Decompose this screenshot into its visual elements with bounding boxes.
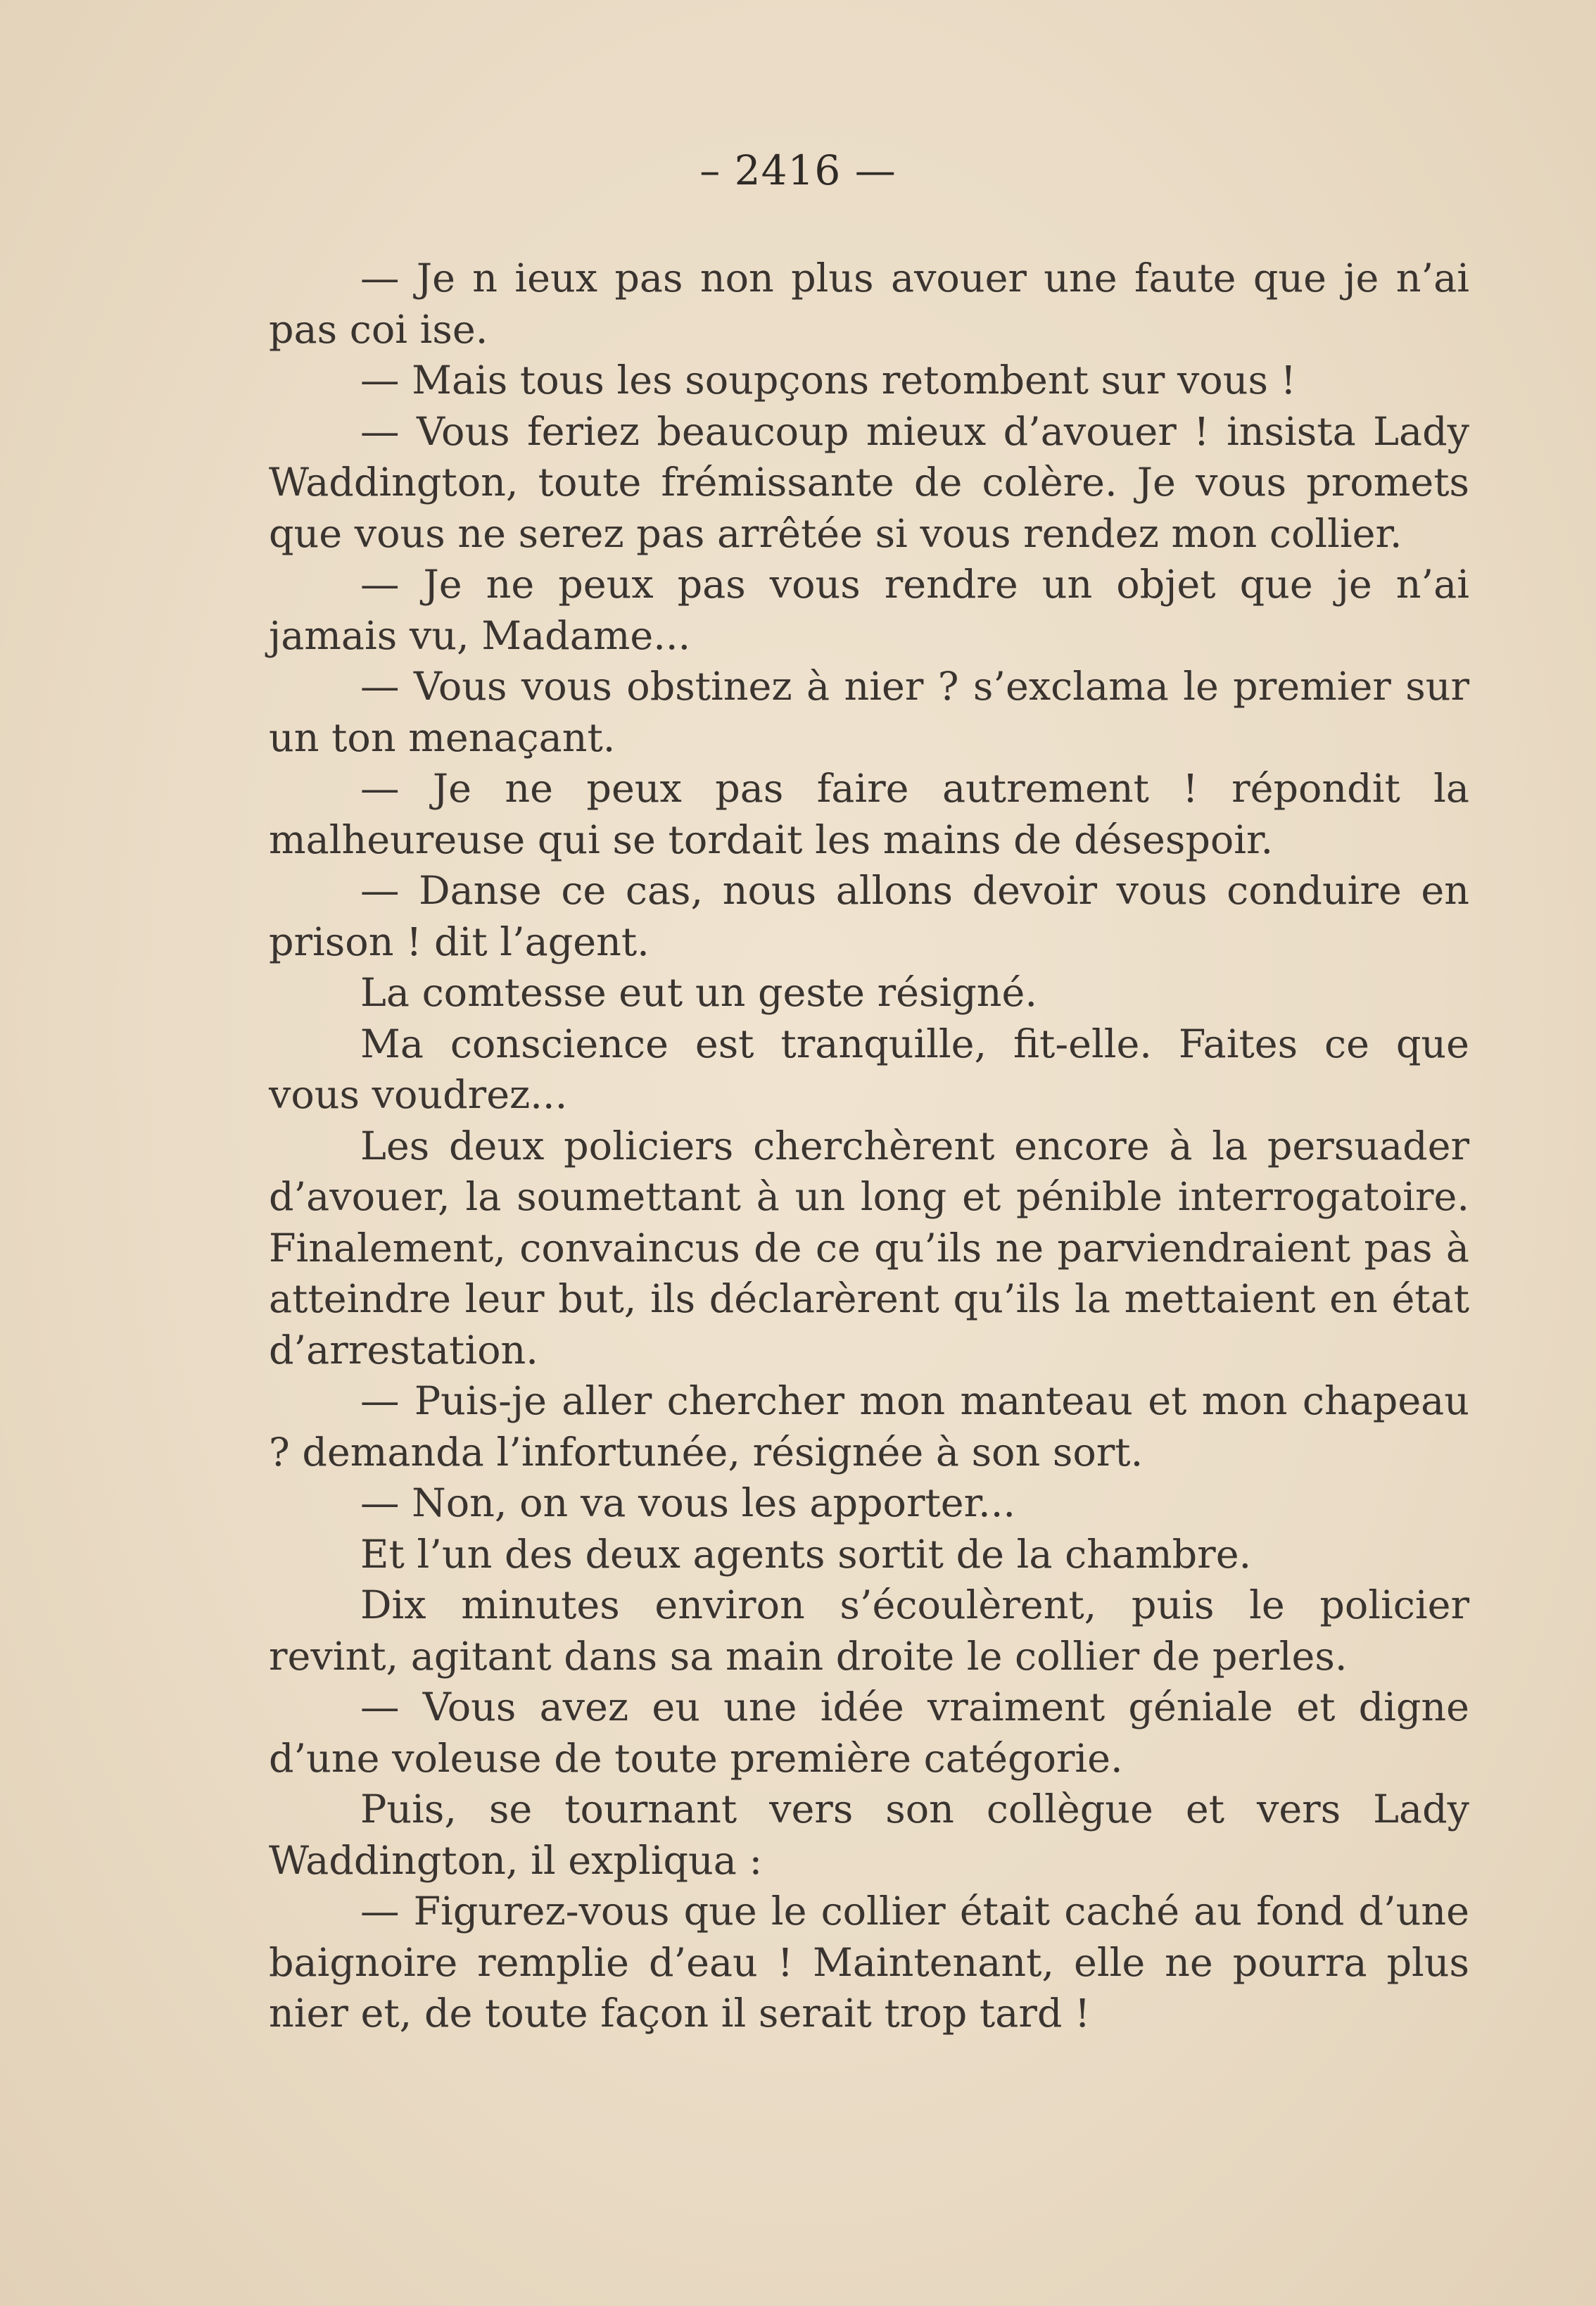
paragraph-2: — Mais tous les soupçons retombent sur vous ! [360,358,1296,403]
paragraph-5: — Vous vous obstinez à nier ? s’exclama le premier sur un ton menaçant. [269,664,1469,761]
paragraph-10: Les deux policiers cherchèrent encore à la persuader d’avouer, la soumettant à un long et pénible interrogatoire. Finalement, convaincus de ce qu’ils ne parviendraient pas à atteindre leur but, ils déclarèrent qu’ils la mettaient en état d’arrestation. [269,1123,1469,1373]
paragraph-7: — Danse ce cas, nous allons devoir vous conduire en prison ! dit l’agent. [269,868,1469,965]
paragraph-15: — Vous avez eu une idée vraiment géniale et digne d’une voleuse de toute première catégorie. [269,1684,1469,1782]
paragraph-11: — Puis-je aller chercher mon manteau et mon chapeau ? demanda l’infortunée, résignée à son sort. [269,1378,1469,1475]
paragraph-13: Et l’un des deux agents sortit de la chambre. [360,1531,1252,1577]
paragraph-9: Ma conscience est tranquille, fit-elle. Faites ce que vous voudrez... [269,1021,1469,1118]
page-number-header: – 2416 — [699,146,897,194]
paragraph-1: — Je n ieux pas non plus avouer une faute que je n’ai pas coi ise. [269,256,1469,353]
paragraph-16: Puis, se tournant vers son collègue et vers Lady Waddington, il expliqua : [269,1787,1469,1884]
paragraph-14: Dix minutes environ s’écoulèrent, puis le policier revint, agitant dans sa main droite le collier de perles. [269,1582,1469,1680]
paragraph-8: La comtesse eut un geste résigné. [360,970,1037,1016]
paragraph-17: — Figurez-vous que le collier était caché au fond d’une baignoire remplie d’eau ! Maintenant, elle ne pourra plus nier et, de toute façon il serait trop tard ! [269,1889,1469,2036]
paragraph-12: — Non, on va vous les apporter... [360,1480,1015,1526]
paragraph-6: — Je ne peux pas faire autrement ! répondit la malheureuse qui se tordait les mains de désespoir. [269,766,1469,863]
page-body-text [269,253,1469,2040]
paragraph-3: — Vous feriez beaucoup mieux d’avouer ! insista Lady Waddington, toute frémissante de colère. Je vous promets que vous ne serez pas arrêtée si vous rendez mon collier. [269,408,1469,557]
paragraph-4: — Je ne peux pas vous rendre un objet que je n’ai jamais vu, Madame... [269,562,1469,659]
